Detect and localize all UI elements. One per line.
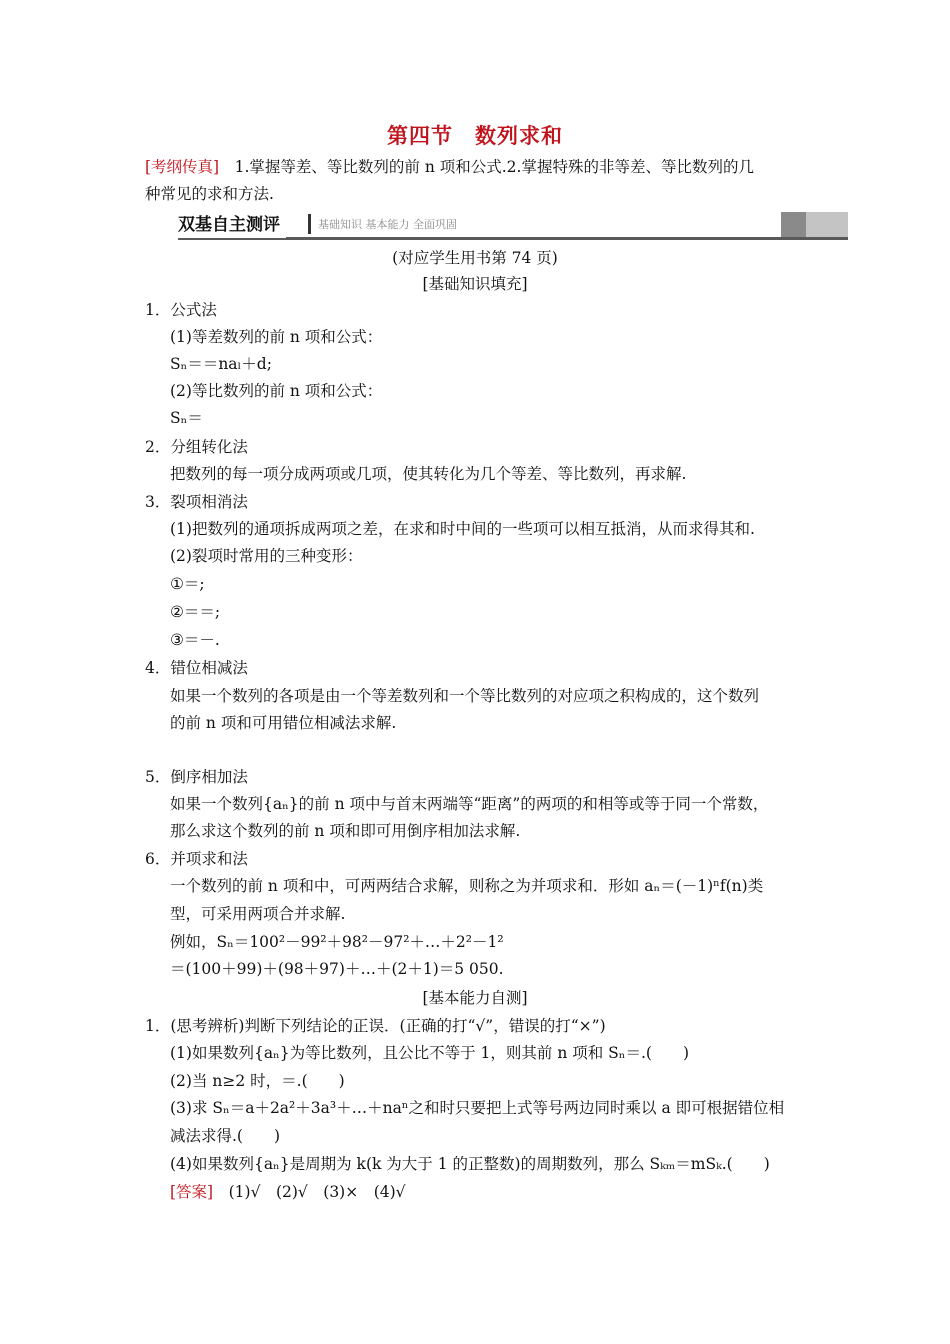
item-text: 如果一个数列的各项是由一个等差数列和一个等比数列的对应项之积构成的，这个数列 — [170, 687, 760, 705]
banner-block-dark — [781, 212, 806, 237]
item-formula: 例如，Sₙ＝100²－99²＋98²－97²＋…＋2²－1² — [170, 933, 504, 951]
answer-tag: [答案] — [170, 1183, 214, 1201]
question-item: (4)如果数列{aₙ}是周期为 k(k 为大于 1 的正整数)的周期数列，那么 Sₖₘ＝mSₖ.( ) — [170, 1155, 770, 1173]
syllabus-tag: [考纲传真] — [145, 158, 220, 176]
item-text: 如果一个数列{aₙ}的前 n 项中与首末两端等“距离”的两项的和相等或等于同一个常数， — [170, 795, 769, 813]
item-formula: Sₙ＝＝naₗ＋d; — [170, 355, 272, 373]
answer-text: (1)√ (2)√ (3)× (4)√ — [213, 1183, 406, 1201]
page-title: 第四节 数列求和 — [387, 123, 563, 148]
reference-page: (对应学生用书第 74 页) — [392, 249, 558, 267]
item-formula: ③＝－. — [170, 631, 220, 649]
item-text: 那么求这个数列的前 n 项和即可用倒序相加法求解. — [170, 822, 521, 840]
banner-title: 双基自主测评 — [178, 212, 286, 238]
question-item: (2)当 n≥2 时，＝.( ) — [170, 1072, 345, 1090]
item-heading: 2．分组转化法 — [145, 438, 248, 456]
item-heading: 5．倒序相加法 — [145, 768, 248, 786]
item-formula: ＝(100＋99)＋(98＋97)＋…＋(2＋1)＝5 050. — [170, 960, 504, 978]
item-text: (1)把数列的通项拆成两项之差，在求和时中间的一些项可以相互抵消，从而求得其和. — [170, 520, 755, 538]
banner-separator — [308, 214, 311, 234]
section-heading-basics: [基础知识填充] — [422, 275, 528, 293]
item-heading: 3．裂项相消法 — [145, 493, 248, 511]
item-text: (2)等比数列的前 n 项和公式： — [170, 382, 383, 400]
section-banner — [178, 212, 848, 240]
answer-line — [170, 1180, 406, 1204]
item-formula: ②＝＝; — [170, 603, 221, 621]
question-item: 减法求得.( ) — [170, 1127, 281, 1145]
question-item: (1)如果数列{aₙ}为等比数列，且公比不等于 1，则其前 n 项和 Sₙ＝.( ) — [170, 1044, 690, 1062]
syllabus-text-1: 1.掌握等差、等比数列的前 n 项和公式.2.掌握特殊的非等差、等比数列的几 — [219, 158, 754, 176]
item-text: (2)裂项时常用的三种变形： — [170, 547, 363, 565]
syllabus-line-1 — [145, 155, 754, 179]
question-item: (3)求 Sₙ＝a＋2a²＋3a³＋…＋naⁿ之和时只要把上式等号两边同时乘以 a 即可根据错位相 — [170, 1099, 785, 1117]
banner-block-light — [806, 212, 848, 237]
item-text: 一个数列的前 n 项和中，可两两结合求解，则称之为并项求和．形如 aₙ＝(－1)ⁿf(n)类 — [170, 877, 764, 895]
item-formula: ①＝; — [170, 575, 205, 593]
question-heading: 1．(思考辨析)判断下列结论的正误．(正确的打“√”，错误的打“×”) — [145, 1017, 606, 1035]
item-heading: 6．并项求和法 — [145, 850, 248, 868]
item-text: 把数列的每一项分成两项或几项，使其转化为几个等差、等比数列，再求解. — [170, 465, 687, 483]
banner-subtitle: 基础知识 基本能力 全面巩固 — [318, 218, 457, 231]
item-formula: Sₙ＝ — [170, 409, 203, 427]
section-heading-selftest: [基本能力自测] — [422, 989, 528, 1007]
item-text: (1)等差数列的前 n 项和公式： — [170, 328, 383, 346]
item-text: 型，可采用两项合并求解. — [170, 905, 346, 923]
item-text: 的前 n 项和可用错位相减法求解. — [170, 714, 397, 732]
syllabus-line-2: 种常见的求和方法. — [145, 185, 274, 203]
item-heading: 4．错位相减法 — [145, 659, 248, 677]
item-heading: 1．公式法 — [145, 301, 217, 319]
